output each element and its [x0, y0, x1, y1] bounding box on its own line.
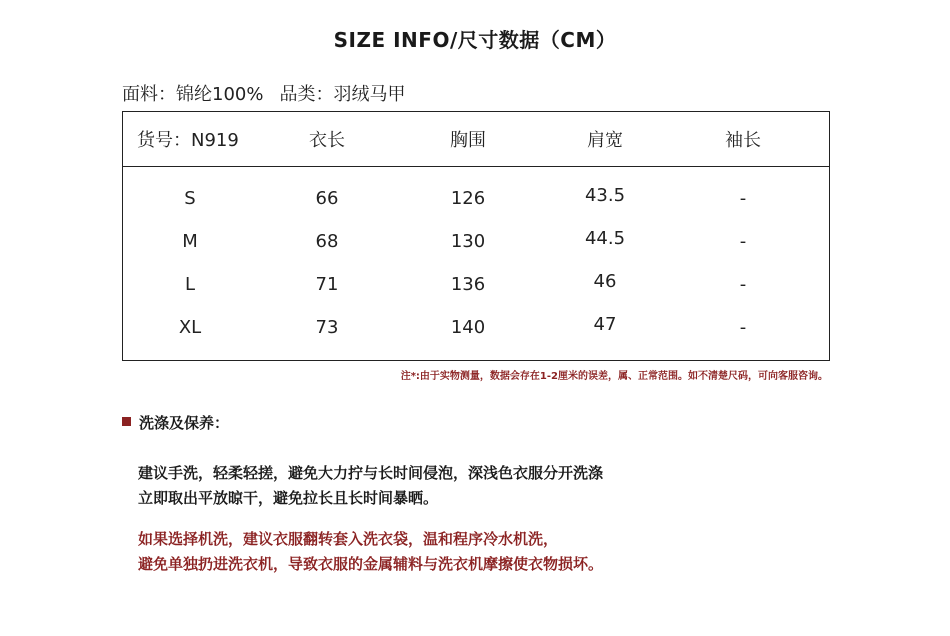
page-title: SIZE INFO/尺寸数据（CM） — [333, 28, 617, 52]
cell-sleeve: - — [739, 274, 747, 295]
square-bullet-icon — [122, 417, 131, 426]
cell-chest: 130 — [450, 231, 486, 252]
cell-sleeve: - — [739, 231, 747, 252]
cell-size: L — [184, 274, 196, 295]
measurement-note: 注*:由于实物测量，数据会存在1-2厘米的误差，属、正常范围。如不清楚尺码，可向客服咨询。 — [400, 371, 828, 382]
cell-size: M — [182, 231, 198, 252]
cell-chest: 140 — [450, 317, 486, 338]
cell-length: 66 — [315, 188, 339, 209]
cell-size: S — [184, 188, 196, 209]
cell-shoulder: 47 — [593, 314, 617, 335]
cell-length: 73 — [315, 317, 339, 338]
cell-sleeve: - — [739, 317, 747, 338]
care-instructions-hand — [138, 461, 603, 511]
size-table — [122, 111, 830, 361]
cell-shoulder: 46 — [593, 271, 617, 292]
cell-chest: 126 — [450, 188, 486, 209]
header-sleeve: 袖长 — [725, 130, 761, 151]
cell-sleeve: - — [739, 188, 747, 209]
material-info — [122, 80, 405, 106]
size-table-header — [123, 112, 829, 167]
care-line-3: 如果选择机洗，建议衣服翻转套入洗衣袋，温和程序冷水机洗， — [138, 530, 559, 548]
care-instructions-machine — [138, 527, 603, 577]
cell-length: 68 — [315, 231, 339, 252]
cell-shoulder: 44.5 — [584, 228, 626, 249]
cell-length: 71 — [315, 274, 339, 295]
header-item-number: 货号：N919 — [137, 130, 239, 151]
category-label: 品类：羽绒马甲 — [279, 84, 406, 105]
care-line-2: 立即取出平放晾干，避免拉长且长时间暴晒。 — [138, 489, 439, 507]
cell-chest: 136 — [450, 274, 486, 295]
care-heading — [122, 412, 229, 433]
table-row — [123, 185, 829, 218]
table-row — [123, 228, 829, 261]
care-heading-text: 洗涤及保养： — [139, 414, 230, 432]
cell-shoulder: 43.5 — [584, 185, 626, 206]
table-row — [123, 314, 829, 347]
header-shoulder: 肩宽 — [587, 130, 623, 151]
table-row — [123, 271, 829, 304]
header-chest: 胸围 — [450, 130, 486, 151]
fabric-label: 面料：锦纶100% — [122, 84, 264, 105]
cell-size: XL — [178, 317, 202, 338]
header-length: 衣长 — [309, 130, 345, 151]
care-line-1: 建议手洗，轻柔轻搓，避免大力拧与长时间侵泡，深浅色衣服分开洗涤 — [138, 464, 604, 482]
care-line-4: 避免单独扔进洗衣机，导致衣服的金属辅料与洗衣机摩擦使衣物损坏。 — [138, 555, 604, 573]
